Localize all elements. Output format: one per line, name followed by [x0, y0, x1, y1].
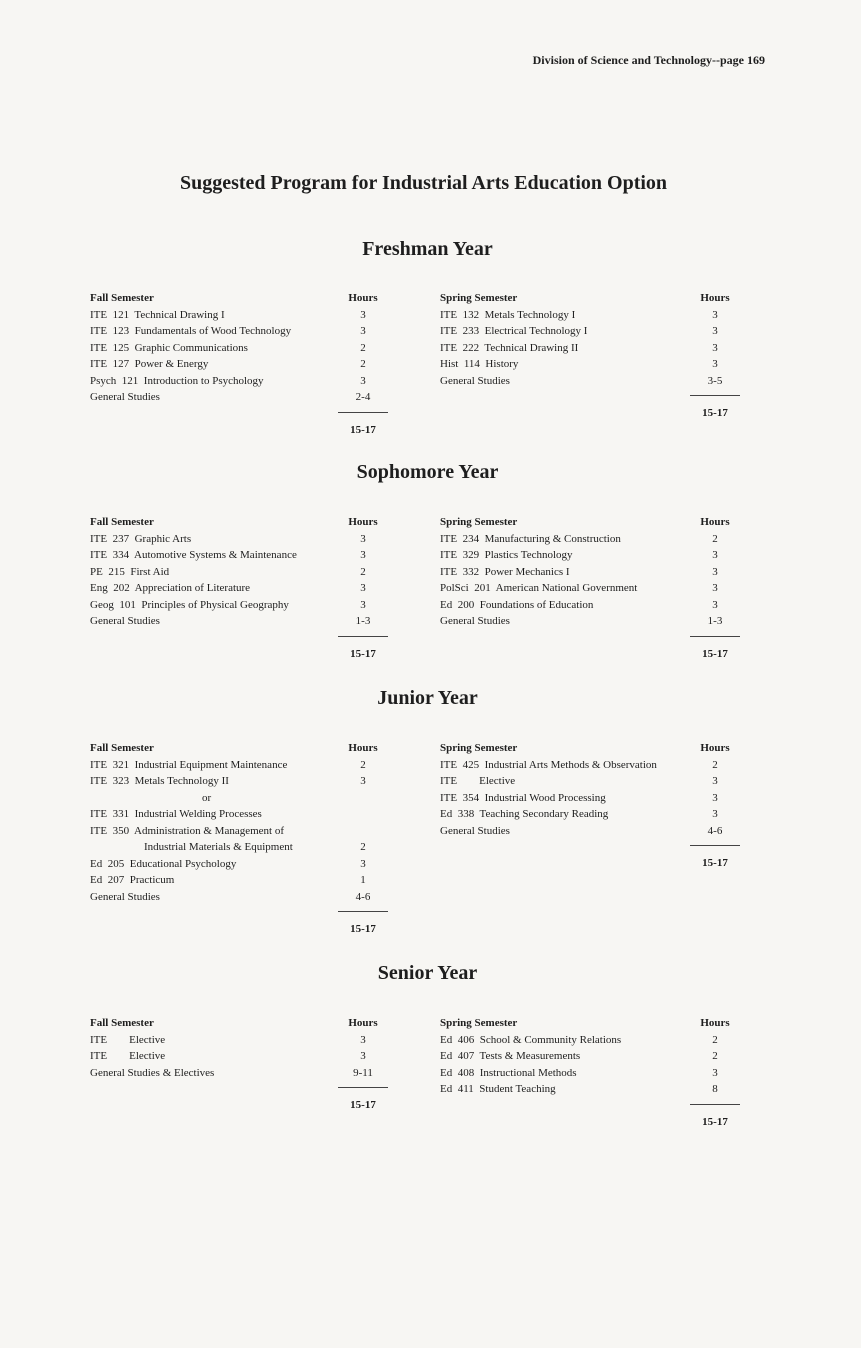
- semester-label: Fall Semester: [90, 516, 154, 528]
- course-hours: 3: [712, 549, 718, 561]
- hours-header: Hours: [348, 1017, 378, 1029]
- course-hours: 2: [712, 1050, 718, 1062]
- course-name: General Studies: [440, 374, 510, 387]
- course-hours: 3: [360, 374, 366, 387]
- course-hours: 1-3: [355, 615, 371, 627]
- course-hours: 3: [360, 582, 366, 594]
- course-name: General Studies: [90, 615, 160, 627]
- semester-label: Fall Semester: [90, 742, 154, 754]
- page-title: Suggested Program for Industrial Arts Education Option: [179, 172, 668, 194]
- course-hours: 2: [360, 758, 366, 771]
- course-hours: 8: [712, 1083, 718, 1095]
- course-name: ITE 123 Fundamentals of Wood Technology: [90, 325, 292, 337]
- course-hours: 3: [360, 598, 366, 611]
- course-hours: 3: [712, 358, 718, 370]
- course-hours: 3: [360, 775, 366, 787]
- semester-label: Spring Semester: [440, 742, 518, 754]
- course-hours: 3-5: [707, 374, 723, 387]
- course-hours: 3: [712, 308, 718, 321]
- course-hours: 3: [712, 791, 718, 804]
- course-hours: 1-3: [707, 615, 723, 627]
- hours-header: Hours: [700, 1017, 730, 1029]
- course-hours: 3: [712, 565, 718, 578]
- course-hours: 3: [360, 308, 366, 321]
- total-rule: [338, 636, 388, 637]
- course-name: ITE 233 Electrical Technology I: [440, 325, 588, 337]
- course-name: ITE Elective: [440, 775, 516, 787]
- total-rule: [338, 1087, 388, 1088]
- hours-header: Hours: [700, 516, 730, 528]
- course-name: Ed 205 Educational Psychology: [90, 857, 237, 870]
- course-hours: 2: [712, 532, 718, 545]
- semester-label: Spring Semester: [440, 1017, 518, 1029]
- course-hours: 1: [360, 874, 366, 886]
- course-name: Geog 101 Principles of Physical Geography: [90, 598, 289, 611]
- course-name: General Studies: [440, 615, 510, 627]
- page-header: Division of Science and Technology--page 169: [532, 53, 765, 67]
- semester-total: 15-17: [350, 647, 376, 660]
- course-hours: 3: [360, 549, 366, 561]
- course-hours: 4-6: [707, 824, 723, 837]
- year-title: Junior Year: [377, 687, 478, 709]
- course-hours: 2: [360, 565, 366, 578]
- course-hours: 3: [360, 857, 366, 870]
- course-name: PE 215 First Aid: [90, 565, 170, 578]
- course-name: ITE 354 Industrial Wood Processing: [440, 791, 606, 804]
- total-rule: [690, 845, 740, 846]
- course-hours: 3: [712, 775, 718, 787]
- course-hours: 2: [360, 841, 366, 853]
- year-title: Sophomore Year: [356, 461, 499, 483]
- hours-header: Hours: [348, 742, 378, 754]
- course-name: Ed 411 Student Teaching: [440, 1083, 556, 1095]
- semester-label: Spring Semester: [440, 516, 518, 528]
- course-name: or: [202, 791, 212, 804]
- course-name: General Studies & Electives: [90, 1066, 215, 1079]
- course-name: ITE Elective: [90, 1033, 166, 1046]
- year-title: Freshman Year: [362, 238, 493, 260]
- course-name: ITE 334 Automotive Systems & Maintenance: [90, 549, 297, 561]
- course-hours: 2-4: [355, 391, 371, 403]
- course-name: ITE 350 Administration & Management of: [90, 824, 284, 837]
- total-rule: [338, 412, 388, 413]
- course-name: ITE 127 Power & Energy: [90, 358, 209, 370]
- course-hours: 3: [360, 1050, 366, 1062]
- course-name: General Studies: [440, 824, 510, 837]
- semester-total: 15-17: [350, 923, 376, 935]
- course-hours: 3: [712, 808, 718, 820]
- course-hours: 2: [360, 358, 366, 370]
- course-name: ITE 323 Metals Technology II: [90, 775, 229, 787]
- course-name: Hist 114 History: [440, 358, 519, 370]
- course-name: Psych 121 Introduction to Psychology: [90, 374, 264, 387]
- course-hours: 3: [712, 598, 718, 611]
- total-rule: [690, 395, 740, 396]
- course-name: ITE 234 Manufacturing & Construction: [440, 532, 621, 545]
- course-name: ITE 321 Industrial Equipment Maintenance: [90, 758, 288, 771]
- course-hours: 2: [360, 341, 366, 354]
- course-name: ITE 132 Metals Technology I: [440, 308, 576, 321]
- hours-header: Hours: [348, 516, 378, 528]
- course-name: ITE 332 Power Mechanics I: [440, 565, 570, 578]
- semester-label: Spring Semester: [440, 292, 518, 304]
- course-name: Ed 407 Tests & Measurements: [440, 1050, 581, 1062]
- course-hours: 3: [712, 582, 718, 594]
- course-hours: 3: [712, 341, 718, 354]
- semester-total: 15-17: [702, 857, 728, 869]
- semester-label: Fall Semester: [90, 292, 154, 304]
- course-hours: 2: [712, 758, 718, 771]
- course-hours: 3: [712, 1066, 718, 1079]
- semester-total: 15-17: [350, 423, 376, 436]
- course-hours: 4-6: [355, 890, 371, 903]
- course-name: Eng 202 Appreciation of Literature: [90, 582, 251, 594]
- course-name: Ed 207 Practicum: [90, 874, 175, 886]
- course-hours: 3: [360, 1033, 366, 1046]
- course-hours: 9-11: [353, 1066, 373, 1079]
- semester-total: 15-17: [350, 1099, 376, 1111]
- course-hours: 2: [712, 1033, 718, 1046]
- course-name: Ed 338 Teaching Secondary Reading: [440, 808, 609, 820]
- hours-header: Hours: [348, 292, 378, 304]
- course-name: ITE Elective: [90, 1050, 166, 1062]
- course-name: General Studies: [90, 391, 160, 403]
- course-hours: 3: [360, 532, 366, 545]
- course-hours: 3: [360, 325, 366, 337]
- semester-total: 15-17: [702, 1115, 728, 1128]
- course-name: ITE 425 Industrial Arts Methods & Observation: [440, 758, 657, 771]
- hours-header: Hours: [700, 742, 730, 754]
- course-name: Industrial Materials & Equipment: [144, 841, 293, 853]
- course-name: ITE 121 Technical Drawing I: [90, 308, 225, 321]
- year-title: Senior Year: [377, 962, 478, 984]
- semester-total: 15-17: [702, 407, 728, 419]
- semester-label: Fall Semester: [90, 1017, 154, 1029]
- course-hours: 3: [712, 325, 718, 337]
- total-rule: [690, 636, 740, 637]
- course-name: ITE 331 Industrial Welding Processes: [90, 808, 262, 820]
- course-name: ITE 125 Graphic Communications: [90, 341, 248, 354]
- total-rule: [690, 1104, 740, 1105]
- course-name: PolSci 201 American National Government: [440, 582, 638, 594]
- semester-total: 15-17: [702, 647, 728, 660]
- course-name: ITE 329 Plastics Technology: [440, 549, 573, 561]
- course-name: General Studies: [90, 890, 160, 903]
- course-name: Ed 406 School & Community Relations: [440, 1033, 622, 1046]
- course-name: Ed 408 Instructional Methods: [440, 1066, 577, 1079]
- course-name: Ed 200 Foundations of Education: [440, 598, 594, 611]
- course-name: ITE 237 Graphic Arts: [90, 532, 192, 545]
- hours-header: Hours: [700, 292, 730, 304]
- course-name: ITE 222 Technical Drawing II: [440, 341, 579, 354]
- total-rule: [338, 911, 388, 912]
